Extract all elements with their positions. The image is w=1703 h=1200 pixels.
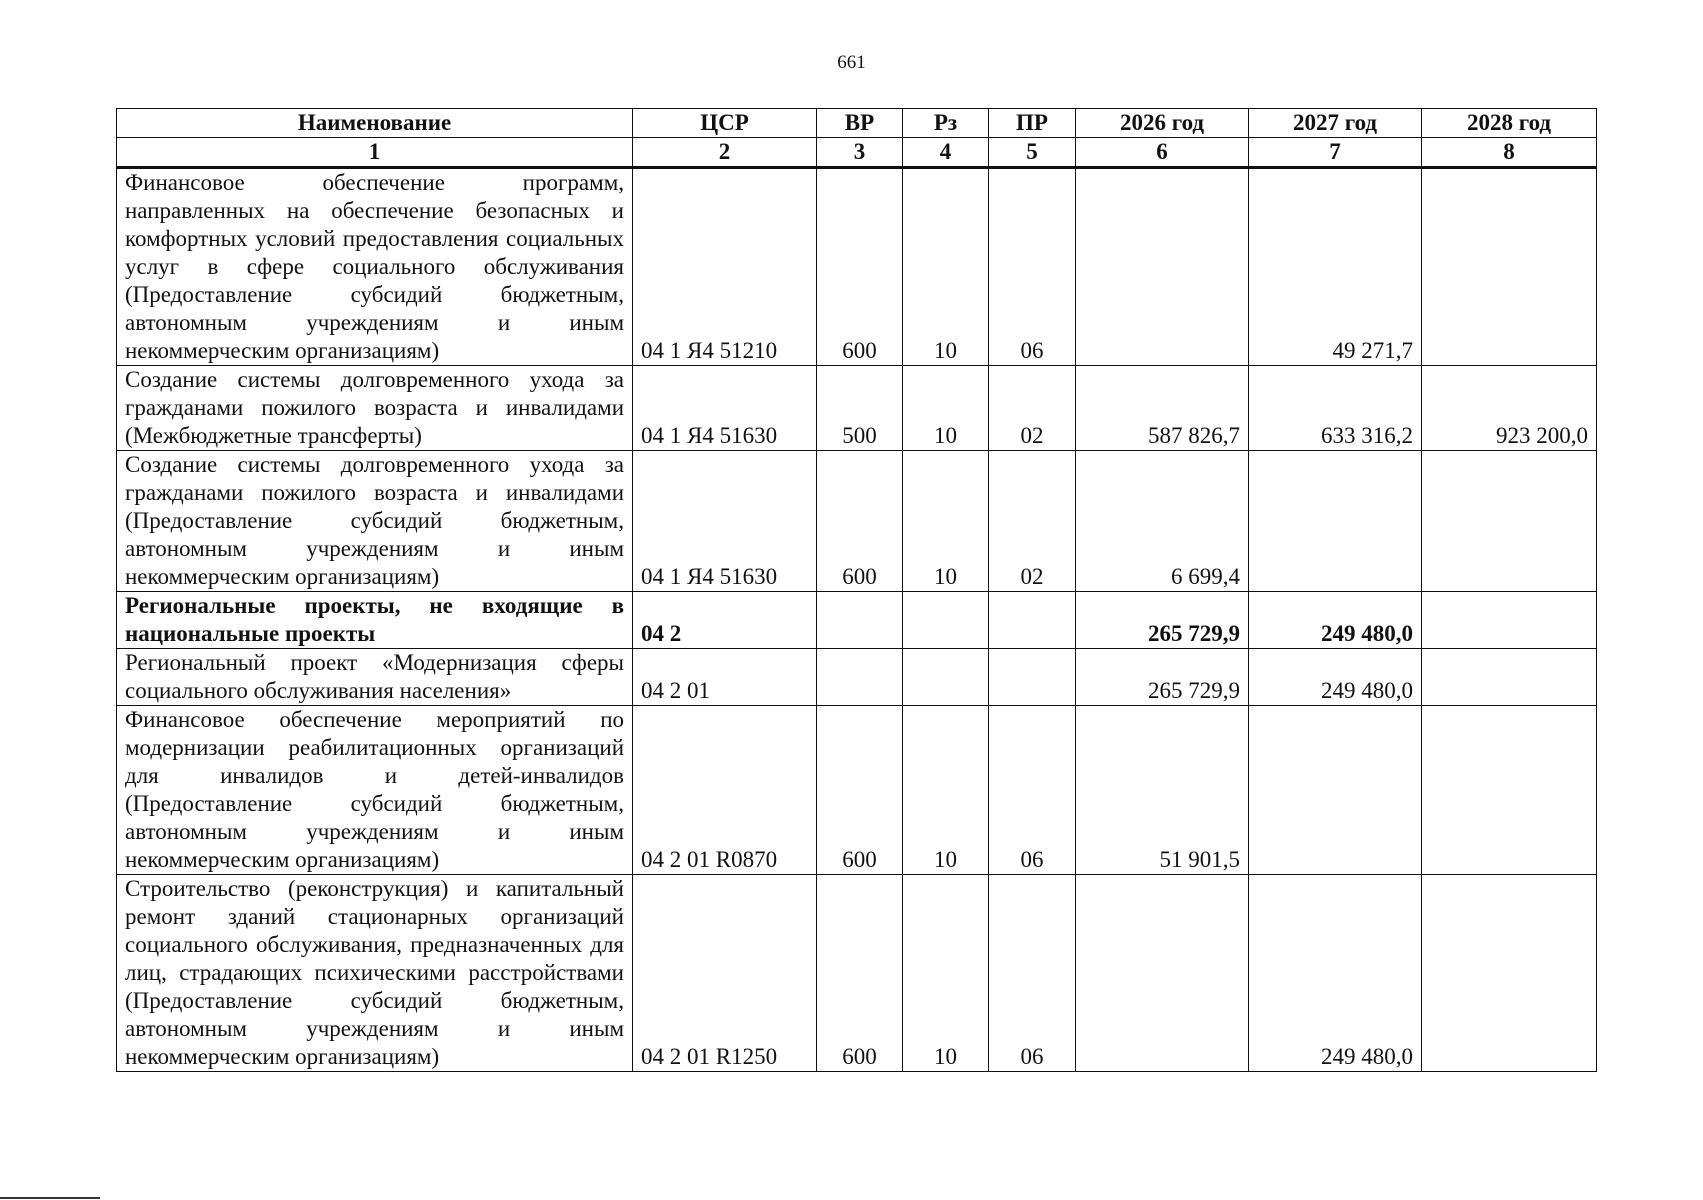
table-row: [117, 706, 1597, 875]
row-2028: [1422, 168, 1597, 366]
row-rz: 10: [903, 451, 989, 592]
row-csr: 04 1 Я4 51630: [633, 366, 817, 451]
row-2027: [1249, 706, 1422, 875]
row-2027: 249 480,0: [1249, 875, 1422, 1072]
header-2026: 2026 год: [1076, 109, 1249, 138]
header-vr: ВР: [817, 109, 903, 138]
header-pr: ПР: [989, 109, 1076, 138]
header-2027: 2027 год: [1249, 109, 1422, 138]
header-rz: Рз: [903, 109, 989, 138]
header-csr: ЦСР: [633, 109, 817, 138]
row-vr: 600: [817, 706, 903, 875]
row-name: Финансовое обеспечение программ, направленных на обеспечение безопасных и комфортных условий предоставления социальных услуг в сфере социального обслуживания (Предоставление субсидий бюджетным, автономным учреждениям и иным некоммерческим организациям): [117, 168, 633, 366]
row-name: Финансовое обеспечение мероприятий по модернизации реабилитационных организаций для инвалидов и детей-инвалидов (Предоставление субсидий бюджетным, автономным учреждениям и иным некоммерческим организациям): [117, 706, 633, 875]
row-vr: [817, 649, 903, 706]
row-name: Строительство (реконструкция) и капитальный ремонт зданий стационарных организаций социального обслуживания, предназначенных для лиц, страдающих психическими расстройствами (Предоставление субсидий бюджетным, автономным учреждениям и иным некоммерческим организациям): [117, 875, 633, 1072]
row-csr: 04 2 01 R0870: [633, 706, 817, 875]
row-pr: 02: [989, 451, 1076, 592]
row-vr: [817, 592, 903, 649]
row-2026: 6 699,4: [1076, 451, 1249, 592]
row-name: Создание системы долговременного ухода за гражданами пожилого возраста и инвалидами (Межбюджетные трансферты): [117, 366, 633, 451]
row-name: Региональный проект «Модернизация сферы социального обслуживания населения»: [117, 649, 633, 706]
table-row: [117, 875, 1597, 1072]
row-vr: 600: [817, 451, 903, 592]
row-pr: 06: [989, 706, 1076, 875]
row-vr: 600: [817, 168, 903, 366]
column-number: 3: [817, 138, 903, 168]
row-2027: 249 480,0: [1249, 592, 1422, 649]
budget-table: [116, 108, 1597, 1072]
row-csr: 04 2 01 R1250: [633, 875, 817, 1072]
row-2028: [1422, 592, 1597, 649]
header-row: [117, 109, 1597, 138]
row-pr: 06: [989, 875, 1076, 1072]
column-number: 8: [1422, 138, 1597, 168]
row-2028: [1422, 875, 1597, 1072]
row-vr: 600: [817, 875, 903, 1072]
row-vr: 500: [817, 366, 903, 451]
column-number: 4: [903, 138, 989, 168]
row-csr: 04 1 Я4 51630: [633, 451, 817, 592]
row-csr: 04 1 Я4 51210: [633, 168, 817, 366]
row-pr: 06: [989, 168, 1076, 366]
column-number-row: [117, 138, 1597, 168]
row-rz: 10: [903, 875, 989, 1072]
row-rz: 10: [903, 366, 989, 451]
row-2027: 49 271,7: [1249, 168, 1422, 366]
row-2026: 587 826,7: [1076, 366, 1249, 451]
row-2026: 51 901,5: [1076, 706, 1249, 875]
header-2028: 2028 год: [1422, 109, 1597, 138]
table-row-section: [117, 592, 1597, 649]
row-2026: 265 729,9: [1076, 592, 1249, 649]
header-name: Наименование: [117, 109, 633, 138]
row-2026: [1076, 168, 1249, 366]
row-2027: 633 316,2: [1249, 366, 1422, 451]
table-row: [117, 168, 1597, 366]
row-2028: 923 200,0: [1422, 366, 1597, 451]
column-number: 7: [1249, 138, 1422, 168]
row-name: Региональные проекты, не входящие в национальные проекты: [117, 592, 633, 649]
row-rz: 10: [903, 706, 989, 875]
row-2026: 265 729,9: [1076, 649, 1249, 706]
table-row: [117, 649, 1597, 706]
row-2027: [1249, 451, 1422, 592]
row-2026: [1076, 875, 1249, 1072]
row-2028: [1422, 451, 1597, 592]
row-csr: 04 2 01: [633, 649, 817, 706]
column-number: 5: [989, 138, 1076, 168]
row-2027: 249 480,0: [1249, 649, 1422, 706]
column-number: 1: [117, 138, 633, 168]
table-row: [117, 366, 1597, 451]
row-rz: [903, 592, 989, 649]
row-2028: [1422, 706, 1597, 875]
row-2028: [1422, 649, 1597, 706]
column-number: 2: [633, 138, 817, 168]
row-pr: [989, 649, 1076, 706]
scan-artifact-line: [0, 1197, 100, 1199]
row-pr: 02: [989, 366, 1076, 451]
row-name: Создание системы долговременного ухода за гражданами пожилого возраста и инвалидами (Предоставление субсидий бюджетным, автономным учреждениям и иным некоммерческим организациям): [117, 451, 633, 592]
row-rz: [903, 649, 989, 706]
row-pr: [989, 592, 1076, 649]
table-row: [117, 451, 1597, 592]
row-csr: 04 2: [633, 592, 817, 649]
column-number: 6: [1076, 138, 1249, 168]
page-number: 661: [837, 52, 866, 73]
row-rz: 10: [903, 168, 989, 366]
